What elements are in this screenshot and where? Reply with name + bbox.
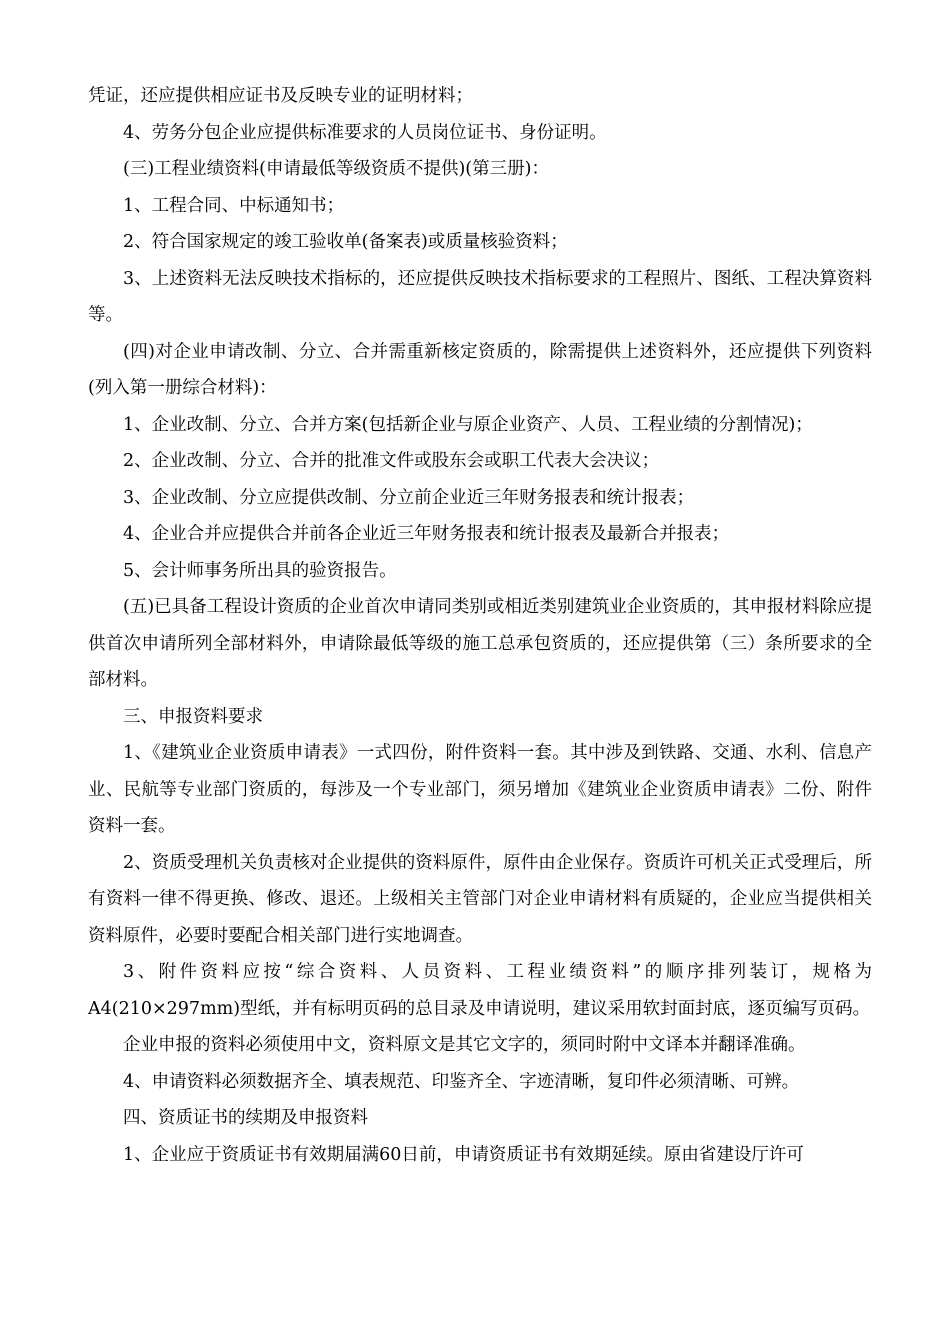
paragraph-12: 5、会计师事务所出具的验资报告。 (123, 560, 397, 581)
section-heading-4: (四)对企业申请改制、分立、合并需重新核定资质的，除需提供上述资料外，还应提供下列资料(列入第一册综合材料)： (88, 341, 872, 398)
paragraph-19: 4、申请资料必须数据齐全、填表规范、印鉴齐全、字迹清晰，复印件必须清晰、可辨。 (123, 1071, 800, 1092)
section-heading-5: (五)已具备工程设计资质的企业首次申请同类别或相近类别建筑业企业资质的，其申报材料除应提供首次申请所列全部材料外，申请除最低等级的施工总承包资质的，还应提供第（三）条所要求的全部材料。 (88, 597, 872, 690)
paragraph-5: 2、符合国家规定的竣工验收单(备案表)或质量核验资料； (123, 232, 568, 252)
paragraph-11: 4、企业合并应提供合并前各企业近三年财务报表和统计报表及最新合并报表； (123, 524, 730, 544)
chapter-heading-4: 四、资质证书的续期及申报资料 (123, 1108, 368, 1128)
paragraph-4: 1、工程合同、中标通知书； (123, 195, 345, 216)
paragraph-2: 4、劳务分包企业应提供标准要求的人员岗位证书、身份证明。 (123, 122, 607, 143)
paragraph-17: 3、附件资料应按“综合资料、人员资料、工程业绩资料”的顺序排列装订，规格为A4(210×297mm)型纸，并有标明页码的总目录及申请说明，建议采用软封面封底，逐页编写页码。 (88, 962, 872, 1019)
document-page (88, 78, 872, 1173)
paragraph-15: 1、《建筑业企业资质申请表》一式四份，附件资料一套。其中涉及到铁路、交通、水利、信息产业、民航等专业部门资质的，每涉及一个专业部门，须另增加《建筑业企业资质申请表》二份、附件资料一套。 (88, 743, 872, 836)
paragraph-10: 3、企业改制、分立应提供改制、分立前企业近三年财务报表和统计报表； (123, 487, 695, 508)
chapter-heading-3: 三、申报资料要求 (123, 706, 263, 727)
paragraph-1: 凭证，还应提供相应证书及反映专业的证明材料； (88, 86, 473, 106)
paragraph-16: 2、资质受理机关负责核对企业提供的资料原件，原件由企业保存。资质许可机关正式受理后，所有资料一律不得更换、修改、退还。上级相关主管部门对企业申请材料有质疑的，企业应当提供相关资料原件，必要时要配合相关部门进行实地调查。 (88, 852, 872, 946)
paragraph-8: 1、企业改制、分立、合并方案(包括新企业与原企业资产、人员、工程业绩的分割情况)； (123, 414, 813, 435)
paragraph-9: 2、企业改制、分立、合并的批准文件或股东会或职工代表大会决议； (123, 451, 660, 471)
paragraph-6: 3、上述资料无法反映技术指标的，还应提供反映技术指标要求的工程照片、图纸、工程决算资料等。 (88, 268, 872, 325)
paragraph-18: 企业申报的资料必须使用中文，资料原文是其它文字的，须同时附中文译本并翻译准确。 (123, 1035, 806, 1055)
paragraph-21: 1、企业应于资质证书有效期届满60日前，申请资质证书有效期延续。原由省建设厅许可 (123, 1144, 804, 1165)
section-heading-3: (三)工程业绩资料(申请最低等级资质不提供)(第三册)： (123, 159, 549, 179)
